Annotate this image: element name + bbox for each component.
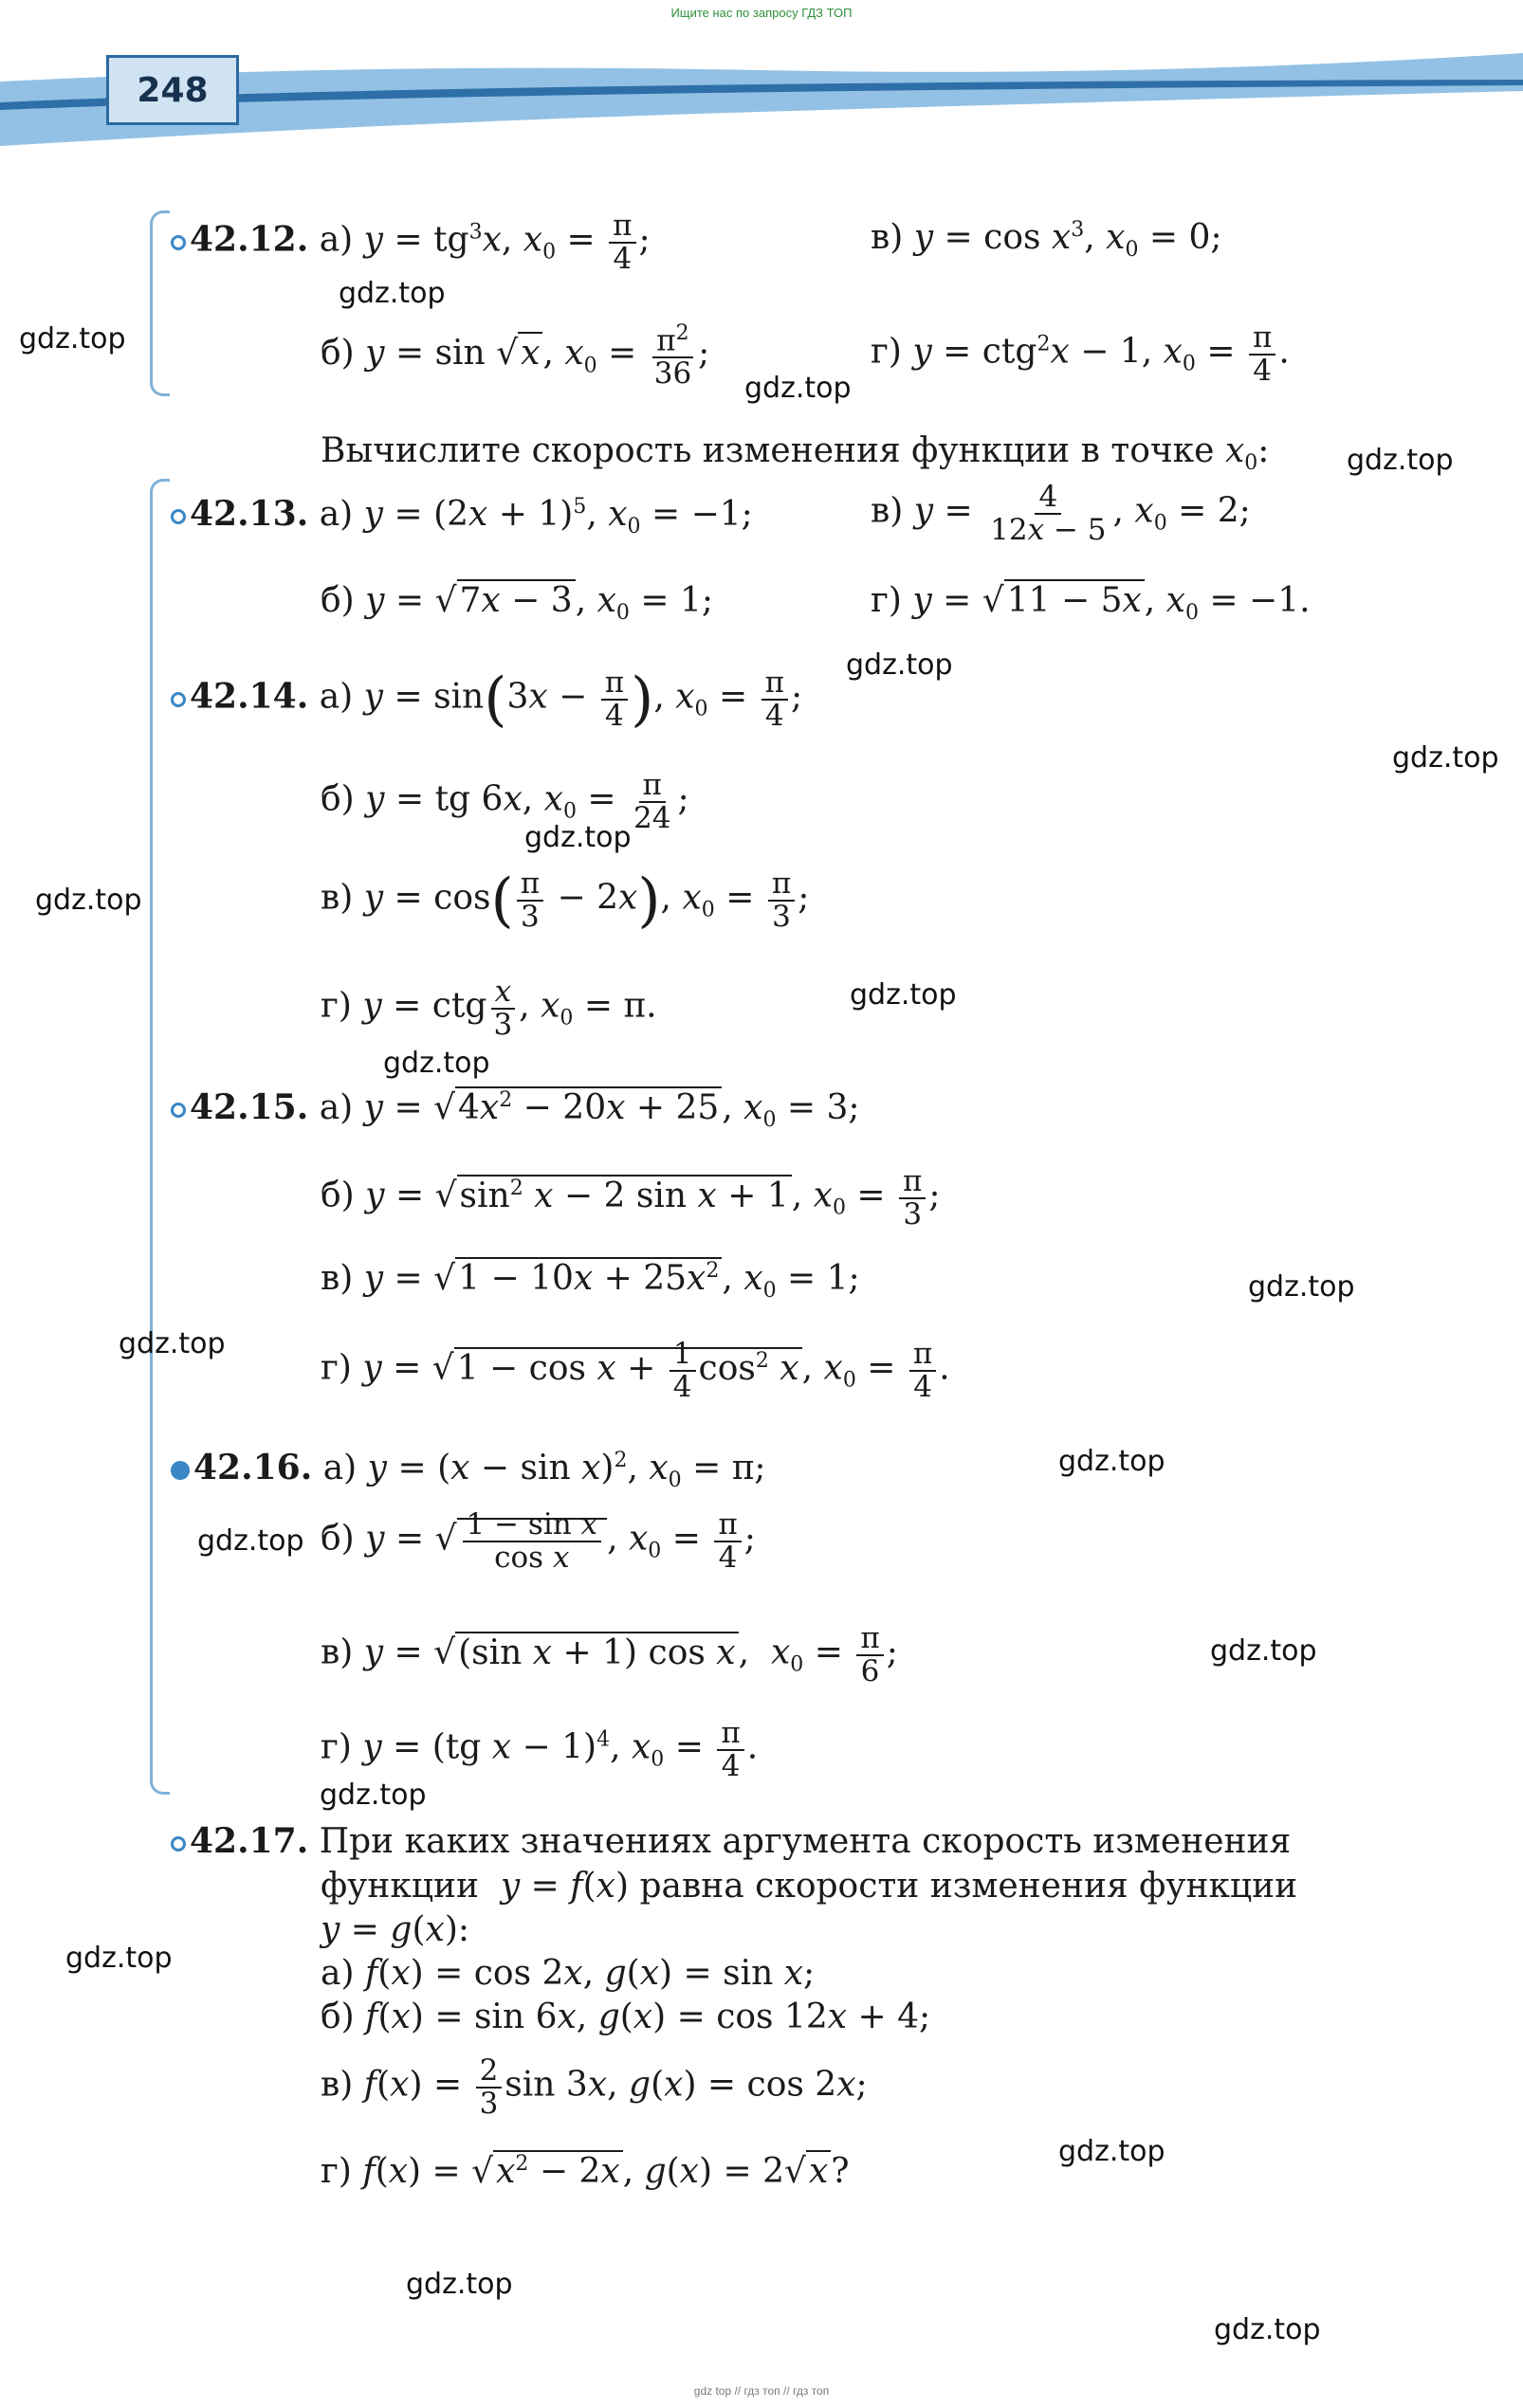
problem-42-13-g: г) y = √11 − 5x, $x_0 = -1$. — [871, 581, 1311, 626]
problem-42-15-g: г) y = √1 − cos x + $\frac{1}{4}$ $\cos^2 x$, $x_0$ = $\frac{\pi}{4}$ . — [321, 1337, 950, 1404]
problem-number: 42.13. — [190, 494, 309, 534]
watermark: gdz.top — [1210, 1634, 1317, 1668]
watermark: gdz.top — [850, 978, 957, 1012]
watermark: gdz.top — [320, 1779, 427, 1812]
watermark: gdz.top — [1058, 2135, 1165, 2168]
group-bracket-2 — [150, 479, 170, 1795]
problem-number: 42.15. — [190, 1087, 309, 1127]
problem-42-12-g: г) y = ctg$^2$x − 1, $x_0$ = $\frac{\pi}{4}$ . — [871, 320, 1290, 388]
watermark: gdz.top — [35, 884, 142, 917]
problem-42-14-g: г) y = ctg $\frac{x}{3}$ , $x_0 = \pi$. — [321, 975, 657, 1042]
bottom-note: gdz top // гдз топ // гдз топ — [693, 2384, 830, 2398]
problem-42-12-a: 42.12. а) $y = tg^3x$, $x_0$ = $\frac{\pi}{4}$ ; — [171, 210, 651, 274]
problem-number: 42.12. — [190, 219, 309, 260]
problem-42-16-g: г) y = (tg x − 1)$^4$, $x_0$ = $\frac{\pi}{4}$ . — [321, 1716, 759, 1783]
watermark: gdz.top — [846, 648, 953, 682]
problem-42-15-b: б) $y = √\sin^2$ x − 2 sin x + 1, $x_0$ = $\frac{\pi}{3}$ ; — [321, 1164, 941, 1231]
watermark: gdz.top — [406, 2268, 513, 2301]
problem-42-15-v: в) $y = √1 - 10x + 25x^2$, $x_0 = 1$; — [321, 1259, 860, 1304]
group-bracket-1 — [150, 210, 170, 396]
problem-number: 42.17. — [190, 1821, 309, 1861]
circle-marker-icon — [171, 235, 186, 250]
watermark: gdz.top — [524, 821, 632, 854]
problem-42-14-a: 42.14. а) y = sin(3x − $\frac{\pi}{4}$ ), $x_0$ = $\frac{\pi}{4}$ ; — [171, 667, 802, 731]
circle-marker-icon — [171, 692, 186, 707]
top-note: Ищите нас по запросу ГДЗ ТОП — [670, 6, 853, 20]
problem-42-13-a: 42.13. а) $y = (2x + 1)^5$, $x_0 = -1$; — [171, 497, 753, 538]
watermark: gdz.top — [1058, 1445, 1165, 1478]
watermark: gdz.top — [339, 277, 446, 310]
circle-marker-icon — [171, 509, 186, 524]
watermark: gdz.top — [65, 1942, 173, 1975]
problem-42-16-a: 42.16. а) $y = (x - \sin x)^2$, $x_0 = \pi$; — [171, 1450, 766, 1491]
problem-42-16-b: б) y = √ $\frac{\text{1 − sin x}}{\text{cos x}}$ , $x_0$ = $\frac{\pi}{4}$ ; — [321, 1507, 756, 1575]
problem-42-17-text-2: функции y = f(x) равна скорости изменения функции — [321, 1867, 1298, 1906]
problem-42-17-v: в) f(x) = $\frac{2}{3}$ sin 3x, g(x) = cos 2x; — [321, 2053, 868, 2121]
problem-42-17-b: б) f(x) = sin 6x, g(x) = cos 12x + 4; — [321, 1998, 931, 2036]
circle-marker-icon — [171, 1103, 186, 1118]
problem-number: 42.16. — [193, 1448, 313, 1487]
watermark: gdz.top — [1347, 444, 1454, 477]
problem-42-16-v: в) y = √(sin x + 1) cos x, $x_0$ = $\frac{\pi}{6}$ ; — [321, 1621, 898, 1688]
problem-42-17-g: г) $f(x) = √x^2 - 2x$, g(x) = 2√x? — [321, 2152, 850, 2191]
watermark: gdz.top — [1248, 1270, 1355, 1304]
problem-42-14-v: в) y = cos( $\frac{\pi}{3}$ − 2x), $x_0$ = $\frac{\pi}{3}$ ; — [321, 865, 810, 935]
watermark: gdz.top — [1214, 2313, 1321, 2346]
watermark: gdz.top — [744, 372, 852, 405]
watermark: gdz.top — [1392, 741, 1499, 775]
problem-42-12-b: б) y = sin √x, $x_0$ = $\frac{\pi^2}{36}$ ; — [321, 321, 710, 391]
watermark: gdz.top — [383, 1047, 490, 1080]
watermark: gdz.top — [19, 322, 126, 356]
watermark: gdz.top — [197, 1524, 304, 1558]
page-number: 248 — [106, 55, 239, 125]
problem-42-12-v: в) $y = \cos x^3$, $x_0 = 0$; — [871, 218, 1222, 263]
problem-42-17-text-3: y = g(x): — [321, 1910, 469, 1949]
instruction-text: Вычислите скорость изменения функции в точке $x_0$: — [321, 431, 1270, 476]
problem-42-15-a: 42.15. а) $y = √4x^2 - 20x + 25$, $x_0 = 3$; — [171, 1090, 860, 1131]
problem-number: 42.14. — [190, 676, 309, 717]
filled-marker-icon — [171, 1461, 190, 1480]
problem-42-13-v: в) y = $\frac{4}{12x - 5}$ , $x_0 = 2$; — [871, 480, 1251, 547]
problem-42-14-b: б) y = tg 6x, $x_0$ = $\frac{\pi}{24}$ ; — [321, 768, 689, 835]
problem-42-17-a: а) f(x) = cos 2x, g(x) = sin x; — [321, 1954, 816, 1993]
problem-42-17-text: 42.17. При каких значениях аргумента скорость изменения — [171, 1824, 1291, 1859]
watermark: gdz.top — [119, 1327, 226, 1360]
problem-42-13-b: б) y = √7x − 3, $x_0 = 1$; — [321, 581, 713, 626]
circle-marker-icon — [171, 1836, 186, 1852]
